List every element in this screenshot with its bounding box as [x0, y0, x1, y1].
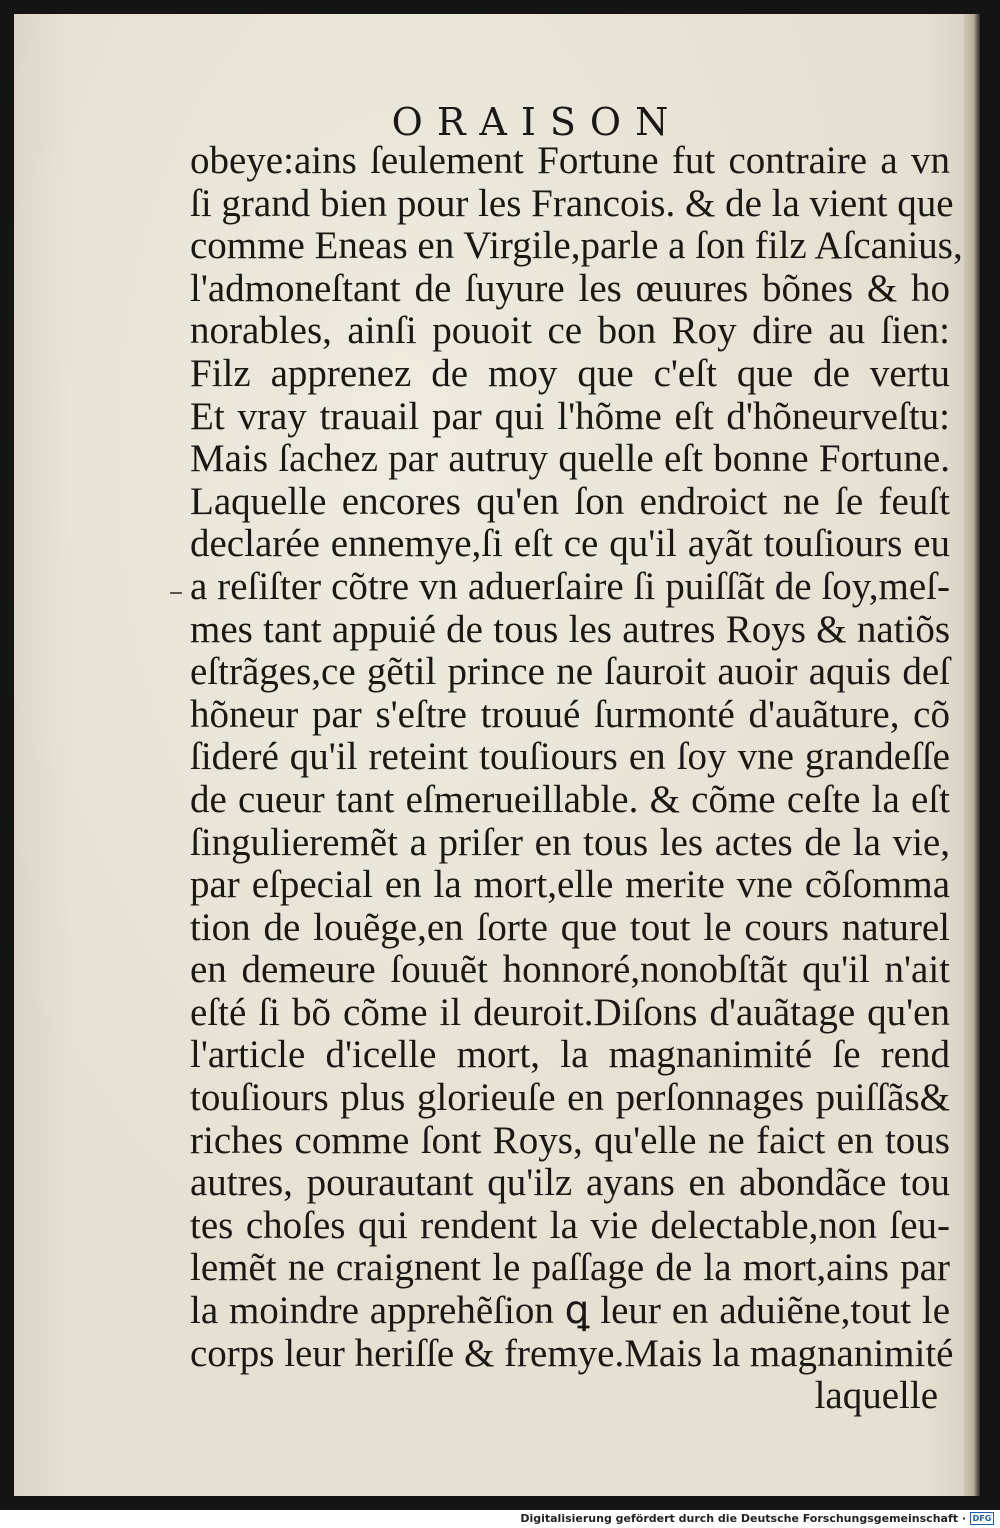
footer-bar	[0, 1510, 1000, 1528]
text-line: tion de louẽge,en ſorte que tout le cours naturel	[190, 905, 950, 949]
text-line: hõneur par s'eſtre trouué ſurmonté d'auãture, cõ	[190, 692, 950, 736]
page-edge	[964, 14, 980, 1496]
dfg-logo: DFG	[970, 1512, 994, 1525]
text-line: eſté ſi bõ cõme il deuroit.Diſons d'auãtage qu'en	[190, 990, 950, 1034]
text-line: obeye:ains ſeulement Fortune fut contraire a vn	[190, 139, 950, 182]
text-line: corps leur heriſſe & fremye.Mais la magnanimité	[190, 1331, 954, 1375]
text-line: ſingulieremẽt a priſer en tous les actes de la vie,	[190, 820, 950, 864]
text-line: tes choſes qui rendent la vie delectable,non ſeu-	[190, 1203, 950, 1247]
text-line: l'article d'icelle mort, la magnanimité ſe rend	[190, 1033, 950, 1077]
text-line: la moindre apprehẽſion ꝗ leur en aduiẽne,tout le	[190, 1289, 950, 1333]
text-line: comme Eneas en Virgile,parle a ſon filz Aſcanius,	[190, 224, 963, 268]
text-line: Laquelle encores qu'en ſon endroict ne ſe feuſt	[190, 479, 950, 523]
text-line: touſiours plus glorieuſe en perſonnages puiſſãs&	[190, 1076, 950, 1120]
text-line: declarée ennemye,ſi eſt ce qu'il ayãt touſiours eu	[190, 522, 950, 566]
text-line: eſtrãges,ce gẽtil prince ne ſauroit auoir aquis deſ	[190, 650, 950, 694]
text-line: mes tant appuié de tous les autres Roys & natiõs	[190, 607, 950, 651]
text-line: l'admoneſtant de ſuyure les œuures bõnes & ho	[190, 266, 950, 310]
text-line: Mais ſachez par autruy quelle eſt bonne Fortune.	[190, 437, 950, 481]
catchword: laquelle	[814, 1374, 938, 1418]
running-head: ORAISON	[391, 100, 683, 144]
text-line: par eſpecial en la mort,elle merite vne cõſomma	[190, 863, 950, 907]
text-line: de cueur tant eſmerueillable. & cõme ceſte la eſt	[190, 777, 950, 821]
text-line: ſideré qu'il reteint touſiours en ſoy vne grandeſſe	[190, 735, 950, 779]
text-line: riches comme ſont Roys, qu'elle ne faict en tous	[190, 1118, 950, 1162]
margin-mark	[170, 592, 182, 594]
text-line: lemẽt ne craignent le paſſage de la mort,ains par	[190, 1246, 950, 1290]
text-block	[190, 139, 963, 1418]
text-line: ſi grand bien pour les Francois. & de la vient que	[190, 181, 954, 225]
text-line: Filz apprenez de moy que c'eſt que de vertu	[190, 351, 950, 395]
text-line: autres, pourautant qu'ilz ayans en abondãce tou	[190, 1161, 950, 1205]
text-line: a reſiſter cõtre vn aduerſaire ſi puiſſãt de ſoy,meſ-	[190, 564, 950, 608]
text-line: Et vray trauail par qui l'hõme eſt d'hõneurveſtu:	[190, 394, 950, 438]
text-line: en demeure ſouuẽt honnoré,nonobſtãt qu'il n'ait	[190, 948, 950, 992]
digitization-credit: Digitalisierung gefördert durch die Deutsche Forschungsgemeinschaft ·	[520, 1512, 966, 1525]
text-line: norables, ainſi pouoit ce bon Roy dire au ſien:	[190, 309, 950, 353]
